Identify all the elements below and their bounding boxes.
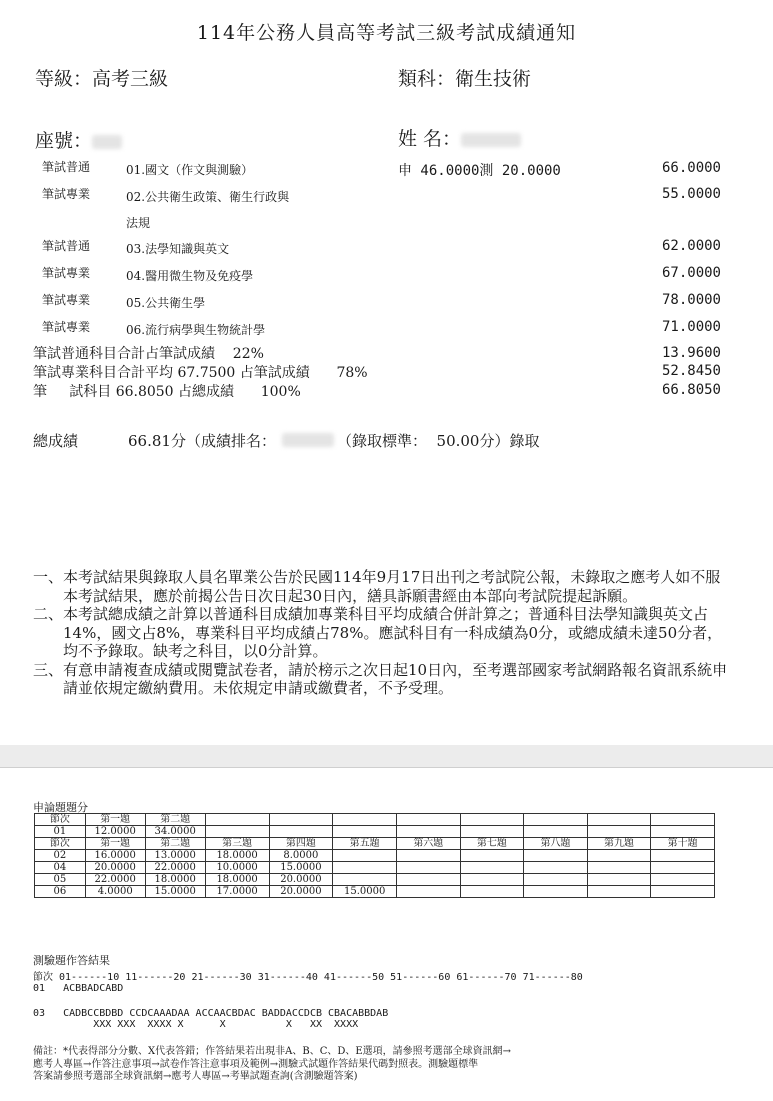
subject-score: 66.0000 xyxy=(661,160,721,176)
subject-score: 67.0000 xyxy=(661,265,721,281)
table-cell: 第九題 xyxy=(587,838,651,850)
table-cell: 34.0000 xyxy=(145,826,205,838)
table-cell xyxy=(397,814,461,826)
table-cell xyxy=(587,814,651,826)
table-cell: 18.0000 xyxy=(205,874,269,886)
table-cell: 20.0000 xyxy=(269,874,333,886)
table-cell: 06 xyxy=(35,886,86,898)
table-row xyxy=(35,862,715,874)
table-cell xyxy=(397,850,461,862)
table-cell xyxy=(333,874,397,886)
total-score-value: 66.81分（成績排名： xyxy=(128,432,276,450)
table-cell: 01 xyxy=(35,826,86,838)
table-cell xyxy=(460,814,524,826)
general-subjects-score: 13.9600 xyxy=(661,345,721,361)
exam-level: 等級：高考三級 xyxy=(35,68,169,90)
table-cell: 15.0000 xyxy=(269,862,333,874)
test-results-title: 測驗題作答結果 xyxy=(33,954,110,967)
table-cell: 22.0000 xyxy=(145,862,205,874)
essay-scores-table xyxy=(34,813,715,898)
notes-section xyxy=(33,568,733,698)
table-cell xyxy=(460,886,524,898)
table-cell: 15.0000 xyxy=(145,886,205,898)
table-cell xyxy=(524,886,588,898)
test-answers-row: 01 ACBBADCABD xyxy=(33,983,124,994)
table-row xyxy=(35,826,715,838)
written-total-score: 66.8050 xyxy=(661,382,721,398)
table-cell: 第四題 xyxy=(269,838,333,850)
seat-number-label: 座號： xyxy=(35,126,122,153)
essay-scores-title: 申論題題分 xyxy=(33,801,88,814)
table-cell: 節次 xyxy=(35,838,86,850)
subject-name: 02.公共衛生政策、衛生行政與 xyxy=(126,190,290,204)
note-item: 二、本考試總成績之計算以普通科目成績加專業科目平均成績合併計算之；普通科目法學知識與英文占14%，國文占8%，專業科目平均成績占78%。應試科目有一科成績為0分，或總成績未達50分者，均不予錄取。缺考之科目，以0分計算。 xyxy=(33,605,723,660)
table-row xyxy=(35,814,715,826)
table-cell: 12.0000 xyxy=(85,826,145,838)
table-cell: 02 xyxy=(35,850,86,862)
table-cell: 第十題 xyxy=(651,838,715,850)
footer-remarks xyxy=(33,1046,511,1084)
general-subjects-summary: 筆試普通科目合計占筆試成績 22% xyxy=(33,346,264,362)
table-cell xyxy=(397,862,461,874)
table-cell: 18.0000 xyxy=(145,874,205,886)
subject-score: 78.0000 xyxy=(661,292,721,308)
table-cell xyxy=(651,862,715,874)
table-cell xyxy=(460,862,524,874)
redacted-seat-number xyxy=(92,135,122,149)
table-cell: 15.0000 xyxy=(333,886,397,898)
subject-name: 05.公共衛生學 xyxy=(126,296,206,310)
table-cell xyxy=(651,874,715,886)
table-cell xyxy=(269,814,333,826)
page-divider xyxy=(0,745,773,767)
table-cell xyxy=(397,874,461,886)
table-cell xyxy=(587,862,651,874)
table-row xyxy=(35,886,715,898)
table-cell: 第二題 xyxy=(145,838,205,850)
total-score-label: 總成績 xyxy=(33,432,79,450)
table-cell: 18.0000 xyxy=(205,850,269,862)
table-cell xyxy=(460,850,524,862)
footer-line: 備註：*代表得部分分數、X代表答錯；作答結果若出現非A、B、C、D、E選項，請參照考選部全球資訊網→ xyxy=(33,1046,512,1057)
subject-type: 筆試普通 xyxy=(42,160,91,174)
redacted-rank xyxy=(282,433,334,447)
subject-type: 筆試專業 xyxy=(42,266,91,280)
table-cell xyxy=(524,874,588,886)
subject-score: 71.0000 xyxy=(661,319,721,335)
table-cell: 8.0000 xyxy=(269,850,333,862)
professional-subjects-score: 52.8450 xyxy=(661,363,721,379)
table-cell: 第一題 xyxy=(85,838,145,850)
exam-category: 類科：衛生技術 xyxy=(398,68,532,90)
table-cell xyxy=(460,874,524,886)
written-total-summary: 筆 試科目 66.8050 占總成績 100% xyxy=(33,384,301,400)
table-cell: 13.0000 xyxy=(145,850,205,862)
table-cell: 第一題 xyxy=(85,814,145,826)
table-cell xyxy=(460,826,524,838)
page-title: 114年公務人員高等考試三級考試成績通知 xyxy=(196,22,577,44)
table-cell xyxy=(205,814,269,826)
admission-result: （錄取標準： 50.00分）錄取 xyxy=(337,432,540,450)
table-cell xyxy=(397,886,461,898)
table-cell xyxy=(587,850,651,862)
table-cell xyxy=(524,862,588,874)
professional-subjects-summary: 筆試專業科目合計平均 67.7500 占筆試成績 78% xyxy=(33,365,368,381)
table-cell xyxy=(333,826,397,838)
test-wrong-marks: XXX XXX XXXX X X X XX XXXX xyxy=(33,1019,359,1030)
table-row xyxy=(35,874,715,886)
table-cell: 節次 xyxy=(35,814,86,826)
table-cell: 22.0000 xyxy=(85,874,145,886)
table-cell: 04 xyxy=(35,862,86,874)
footer-line: 答案請參照考選部全球資訊網→應考人專區→考畢試題查詢(含測驗題答案) xyxy=(33,1071,358,1082)
footer-line: 應考人專區→作答注意事項→試卷作答注意事項及範例→測驗式試題作答結果代碼對照表。測驗題標準 xyxy=(33,1058,479,1070)
table-cell: 第六題 xyxy=(397,838,461,850)
table-cell xyxy=(651,826,715,838)
subject-name: 01.國文（作文與測驗） xyxy=(126,163,254,177)
subject-name-continued: 法規 xyxy=(126,216,151,230)
table-cell xyxy=(587,826,651,838)
test-results-ruler: 節次 01------10 11------20 21------30 31------40 41------50 51------60 61------70 71------80 xyxy=(33,972,583,983)
table-cell: 第七題 xyxy=(460,838,524,850)
table-cell: 20.0000 xyxy=(85,862,145,874)
table-cell: 16.0000 xyxy=(85,850,145,862)
table-cell: 10.0000 xyxy=(205,862,269,874)
candidate-name-label: 姓 名： xyxy=(398,124,521,151)
table-cell xyxy=(651,850,715,862)
table-cell: 05 xyxy=(35,874,86,886)
table-row xyxy=(35,850,715,862)
table-cell xyxy=(333,862,397,874)
table-cell: 第三題 xyxy=(205,838,269,850)
table-cell: 第五題 xyxy=(333,838,397,850)
note-item: 三、有意申請複查成績或閱覽試卷者，請於榜示之次日起10日內，至考選部國家考試網路報名資訊系統申請並依規定繳納費用。未依規定申請或繳費者，不予受理。 xyxy=(33,660,728,697)
test-answers-row: 03 CADBCCBDBD CCDCAAADAA ACCAACBDAC BADDACCDCB CBACABBDAB xyxy=(33,1008,389,1019)
table-row xyxy=(35,838,715,850)
subject-score: 55.0000 xyxy=(661,186,721,202)
subject-name: 06.流行病學與生物統計學 xyxy=(126,323,266,337)
table-cell xyxy=(651,886,715,898)
subject-type: 筆試普通 xyxy=(42,239,91,253)
table-cell: 17.0000 xyxy=(205,886,269,898)
redacted-candidate-name xyxy=(461,133,521,147)
table-cell xyxy=(333,814,397,826)
table-cell xyxy=(587,874,651,886)
table-cell xyxy=(524,814,588,826)
table-cell xyxy=(524,826,588,838)
table-cell: 4.0000 xyxy=(85,886,145,898)
table-cell xyxy=(269,826,333,838)
table-cell xyxy=(587,886,651,898)
table-cell xyxy=(524,850,588,862)
table-cell: 第二題 xyxy=(145,814,205,826)
subject-type: 筆試專業 xyxy=(42,187,91,201)
table-cell xyxy=(333,850,397,862)
note-item: 一、本考試結果與錄取人員名單業公告於民國114年9月17日出刊之考試院公報，未錄取之應考人如不服本考試結果，應於前揭公告日次日起30日內，繕具訴願書經由本部向考試院提起訴願。 xyxy=(33,568,721,605)
subject-type: 筆試專業 xyxy=(42,293,91,307)
table-cell: 20.0000 xyxy=(269,886,333,898)
subject-name: 03.法學知識與英文 xyxy=(126,242,230,256)
subject-essay-test-split: 申 46.0000測 20.0000 xyxy=(398,163,561,179)
subject-type: 筆試專業 xyxy=(42,320,91,334)
table-cell xyxy=(651,814,715,826)
subject-name: 04.醫用微生物及免疫學 xyxy=(126,269,254,283)
page-divider-line xyxy=(0,767,773,768)
table-cell: 第八題 xyxy=(524,838,588,850)
table-cell xyxy=(397,826,461,838)
table-cell xyxy=(205,826,269,838)
subject-score: 62.0000 xyxy=(661,238,721,254)
